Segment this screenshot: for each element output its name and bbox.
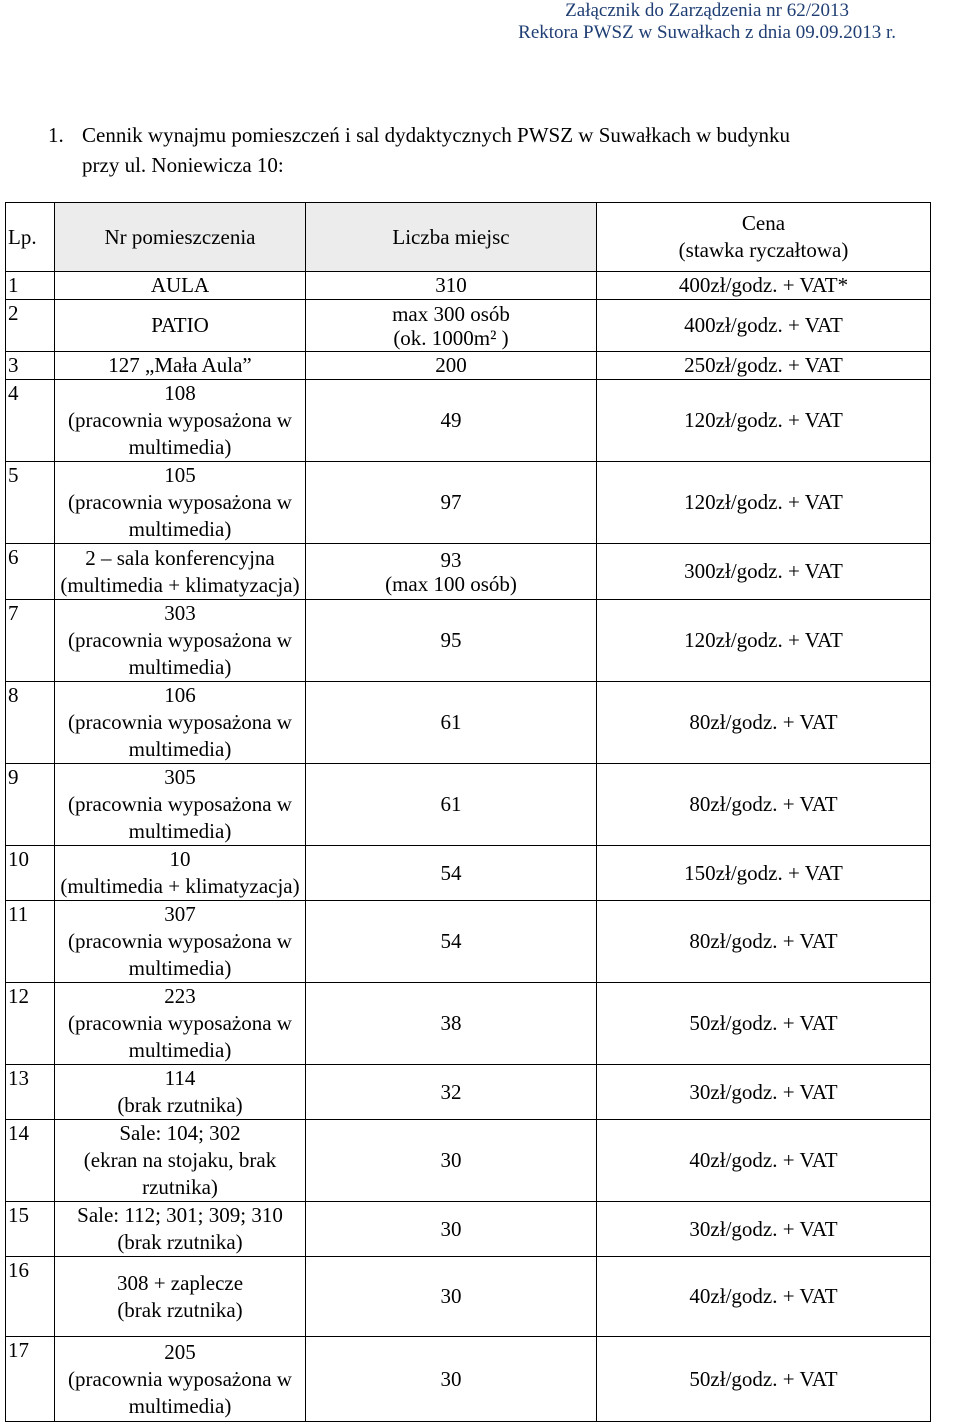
price-table <box>5 202 931 1422</box>
room-line: (brak rzutnika) <box>117 1230 243 1254</box>
room-line: (brak rzutnika) <box>117 1297 243 1322</box>
room-line: 108 <box>164 381 196 405</box>
table-row <box>6 764 931 846</box>
seats-line: 95 <box>440 628 462 652</box>
room-line: 10 <box>169 847 191 871</box>
table-row <box>6 544 931 600</box>
row-lp: 11 <box>6 901 55 983</box>
table-row <box>6 1065 931 1120</box>
row-price: 50zł/godz. + VAT <box>597 983 931 1065</box>
room-line: 308 + zaplecze <box>116 1270 244 1295</box>
table-row <box>6 1257 931 1337</box>
seats-line: 310 <box>435 273 467 297</box>
row-price: 300zł/godz. + VAT <box>597 544 931 600</box>
room-line: multimedia) <box>128 1393 232 1418</box>
row-lp: 3 <box>6 352 55 380</box>
seats-line: 54 <box>440 929 462 953</box>
seats-line: 200 <box>435 353 467 377</box>
table-row <box>6 300 931 352</box>
header-room: Nr pomieszczenia <box>55 203 306 272</box>
row-seats <box>306 682 597 764</box>
row-price: 400zł/godz. + VAT* <box>597 272 931 300</box>
document-header <box>518 0 896 44</box>
row-seats <box>306 380 597 462</box>
row-lp: 1 <box>6 272 55 300</box>
room-line: multimedia) <box>128 435 232 459</box>
table-row <box>6 682 931 764</box>
table-row <box>6 1337 931 1422</box>
row-lp: 10 <box>6 846 55 901</box>
room-line: Sale: 112; 301; 309; 310 <box>77 1203 283 1227</box>
table-row <box>6 901 931 983</box>
row-room <box>55 272 306 300</box>
header-line-1: Załącznik do Zarządzenia nr 62/2013 <box>565 0 849 21</box>
room-line: PATIO <box>151 313 209 337</box>
row-price: 150zł/godz. + VAT <box>597 846 931 901</box>
table-row <box>6 1120 931 1202</box>
room-line: multimedia) <box>128 655 232 679</box>
row-seats <box>306 352 597 380</box>
seats-line: 30 <box>440 1284 462 1308</box>
seats-line: 30 <box>440 1216 462 1241</box>
room-line: (pracownia wyposażona w <box>68 628 292 652</box>
row-room <box>55 1120 306 1202</box>
room-line: 307 <box>164 902 196 926</box>
room-line: (ekran na stojaku, brak <box>83 1148 277 1172</box>
table-row <box>6 380 931 462</box>
header-price-line2: (stawka ryczałtowa) <box>678 238 849 262</box>
row-room <box>55 1202 306 1257</box>
row-seats <box>306 846 597 901</box>
row-price: 50zł/godz. + VAT <box>597 1337 931 1422</box>
seats-line: max 300 osób <box>392 301 510 326</box>
row-price: 120zł/godz. + VAT <box>597 600 931 682</box>
row-seats <box>306 1337 597 1422</box>
row-lp: 2 <box>6 300 55 352</box>
room-line: (pracownia wyposażona w <box>68 408 292 432</box>
table-row <box>6 272 931 300</box>
row-price: 120zł/godz. + VAT <box>597 380 931 462</box>
room-line: 2 – sala konferencyjna <box>85 545 275 570</box>
row-seats <box>306 544 597 600</box>
row-room <box>55 682 306 764</box>
seats-line: 30 <box>440 1366 462 1391</box>
room-line: 114 <box>164 1066 196 1090</box>
row-seats <box>306 272 597 300</box>
row-room <box>55 462 306 544</box>
row-lp: 7 <box>6 600 55 682</box>
room-line: 303 <box>164 601 196 625</box>
header-lp: Lp. <box>6 203 55 272</box>
seats-line: 61 <box>440 792 462 816</box>
section-title <box>48 120 948 180</box>
row-seats <box>306 462 597 544</box>
room-line: multimedia) <box>128 737 232 761</box>
room-line: AULA <box>150 273 210 297</box>
room-line: (pracownia wyposażona w <box>68 710 292 734</box>
header-price-line1: Cena <box>741 211 786 235</box>
row-room <box>55 380 306 462</box>
row-price: 250zł/godz. + VAT <box>597 352 931 380</box>
row-lp: 6 <box>6 544 55 600</box>
row-room <box>55 600 306 682</box>
row-room <box>55 300 306 352</box>
seats-line: 49 <box>440 408 462 432</box>
title-line-1: Cennik wynajmu pomieszczeń i sal dydaktycznych PWSZ w Suwałkach w budynku <box>82 123 791 147</box>
seats-line: 32 <box>440 1079 462 1104</box>
room-line: multimedia) <box>128 517 232 541</box>
row-seats <box>306 901 597 983</box>
room-line: 305 <box>164 765 196 789</box>
room-line: 106 <box>164 683 196 707</box>
row-room <box>55 1257 306 1337</box>
room-line: 205 <box>164 1339 196 1364</box>
table-row <box>6 600 931 682</box>
row-price: 80zł/godz. + VAT <box>597 682 931 764</box>
table-body <box>6 272 931 1422</box>
row-lp: 8 <box>6 682 55 764</box>
row-price: 80zł/godz. + VAT <box>597 901 931 983</box>
seats-line: 97 <box>440 490 462 514</box>
row-room <box>55 764 306 846</box>
room-line: (brak rzutnika) <box>117 1093 243 1117</box>
row-lp: 12 <box>6 983 55 1065</box>
room-line: 105 <box>164 463 196 487</box>
row-room <box>55 846 306 901</box>
room-line: (pracownia wyposażona w <box>68 1011 292 1035</box>
room-line: rzutnika) <box>142 1175 218 1199</box>
section-number: 1. <box>48 123 64 147</box>
row-seats <box>306 1120 597 1202</box>
room-line: (pracownia wyposażona w <box>68 490 292 514</box>
row-seats <box>306 300 597 352</box>
table-row <box>6 352 931 380</box>
row-seats <box>306 1202 597 1257</box>
row-price: 80zł/godz. + VAT <box>597 764 931 846</box>
row-price: 40zł/godz. + VAT <box>597 1257 931 1337</box>
seats-line: 38 <box>440 1011 462 1035</box>
row-price: 40zł/godz. + VAT <box>597 1120 931 1202</box>
row-lp: 13 <box>6 1065 55 1120</box>
row-room <box>55 983 306 1065</box>
row-lp: 4 <box>6 380 55 462</box>
seats-line: 93 <box>440 547 462 572</box>
title-line-2: przy ul. Noniewicza 10: <box>82 153 284 177</box>
room-line: Sale: 104; 302 <box>119 1121 241 1145</box>
header-price <box>597 203 931 272</box>
row-lp: 15 <box>6 1202 55 1257</box>
row-lp: 9 <box>6 764 55 846</box>
room-line: (multimedia + klimatyzacja) <box>60 874 300 898</box>
seats-line: (max 100 osób) <box>385 571 517 596</box>
room-line: (multimedia + klimatyzacja) <box>60 572 300 597</box>
room-line: multimedia) <box>128 956 232 980</box>
row-room <box>55 544 306 600</box>
room-line: (pracownia wyposażona w <box>68 929 292 953</box>
room-line: 223 <box>164 984 196 1008</box>
row-room <box>55 352 306 380</box>
row-seats <box>306 600 597 682</box>
row-room <box>55 1065 306 1120</box>
row-lp: 16 <box>6 1257 55 1337</box>
table-row <box>6 462 931 544</box>
row-lp: 17 <box>6 1337 55 1422</box>
room-line: multimedia) <box>128 1038 232 1062</box>
row-price: 30zł/godz. + VAT <box>597 1065 931 1120</box>
seats-line: 54 <box>440 860 462 885</box>
header-line-2: Rektora PWSZ w Suwałkach z dnia 09.09.2013 r. <box>518 22 896 43</box>
row-seats <box>306 1065 597 1120</box>
row-seats <box>306 764 597 846</box>
room-line: 127 „Mała Aula” <box>108 353 252 377</box>
row-price: 30zł/godz. + VAT <box>597 1202 931 1257</box>
room-line: (pracownia wyposażona w <box>68 1366 292 1391</box>
row-room <box>55 1337 306 1422</box>
row-lp: 14 <box>6 1120 55 1202</box>
room-line: (pracownia wyposażona w <box>68 792 292 816</box>
table-row <box>6 1202 931 1257</box>
table-row <box>6 846 931 901</box>
row-lp: 5 <box>6 462 55 544</box>
header-seats: Liczba miejsc <box>306 203 597 272</box>
table-row <box>6 983 931 1065</box>
room-line: multimedia) <box>128 819 232 843</box>
row-price: 120zł/godz. + VAT <box>597 462 931 544</box>
seats-line: 30 <box>440 1148 462 1172</box>
row-seats <box>306 1257 597 1337</box>
row-room <box>55 901 306 983</box>
table-header-row <box>6 203 931 272</box>
row-seats <box>306 983 597 1065</box>
seats-line: 61 <box>440 710 462 734</box>
seats-line: (ok. 1000m² ) <box>393 325 509 350</box>
row-price: 400zł/godz. + VAT <box>597 300 931 352</box>
